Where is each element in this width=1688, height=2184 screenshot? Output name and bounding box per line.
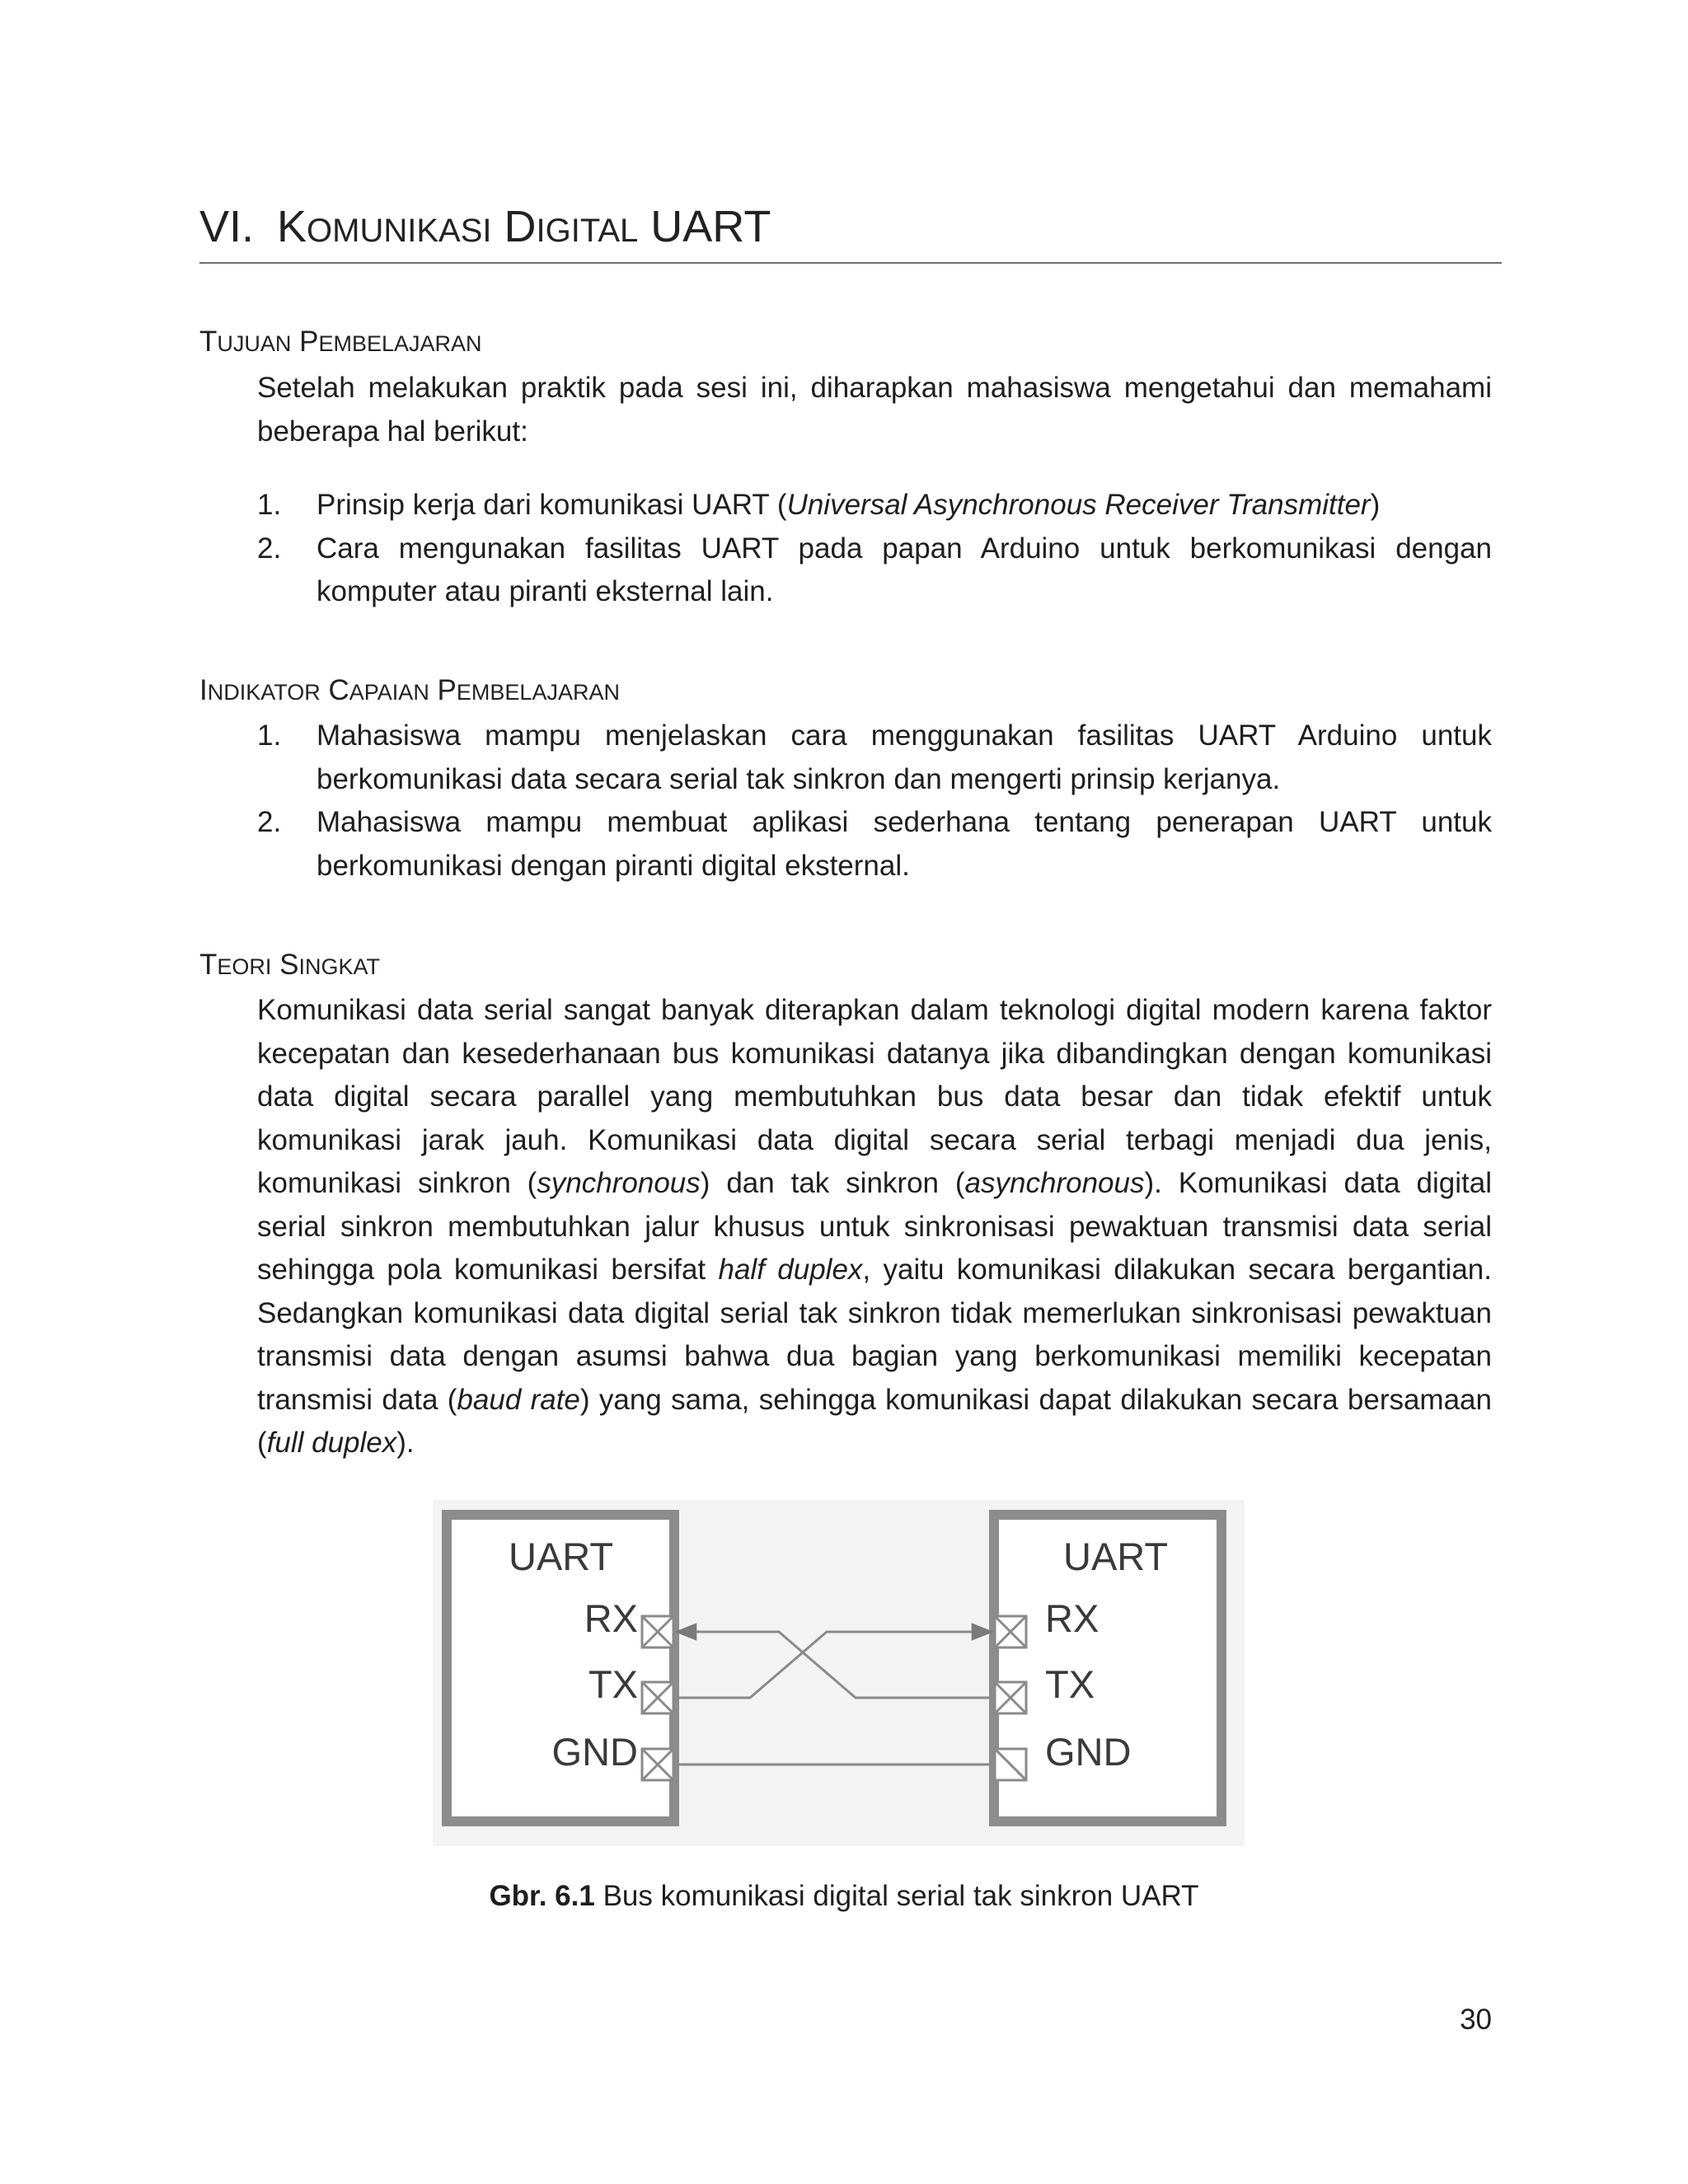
section-heading-indikator: INDIKATOR CAPAIAN PEMBELAJARAN — [199, 674, 620, 706]
indikator-list — [257, 715, 1492, 888]
right-gnd-label: GND — [1045, 1730, 1132, 1774]
left-tx-label: TX — [588, 1662, 638, 1706]
figure-caption-label: Gbr. 6.1 — [489, 1880, 595, 1912]
left-gnd-label: GND — [551, 1730, 638, 1774]
figure-caption — [0, 1877, 1688, 1915]
section-heading-tujuan: TUJUAN PEMBELAJARAN — [199, 326, 482, 358]
uart-diagram — [433, 1500, 1245, 1846]
tujuan-intro-paragraph: Setelah melakukan praktik pada sesi ini, diharapkan mahasiswa mengetahui dan memahami beberapa hal berikut: — [257, 372, 1492, 448]
left-rx-label: RX — [584, 1596, 638, 1640]
tujuan-list — [257, 484, 1492, 614]
teori-paragraph: Komunikasi data serial sangat banyak diterapkan dalam teknologi digital modern karena faktor kecepatan dan kesederhanaan bus komunikasi datanya jika dibandingkan dengan komunikasi data digital secara parallel yang membutuhkan bus data besar dan tidak efektif untuk komunikasi jarak jauh. Komunikasi data digital secara serial terbagi menjadi dua jenis, komunikasi sinkron (synchronous) dan tak sinkron (asynchronous). Komunikasi data digital serial sinkron membutuhkan jalur khusus untuk sinkronisasi pewaktuan transmisi data serial sehingga pola komunikasi bersifat half duplex, yaitu komunikasi dilakukan secara bergantian. Sedangkan komunikasi data digital serial tak sinkron tidak memerlukan sinkronisasi pewaktuan transmisi data dengan asumsi bahwa dua bagian yang berkomunikasi memiliki kecepatan transmisi data (baud rate) yang sama, sehingga komunikasi dapat dilakukan secara bersamaan (full duplex). — [257, 994, 1492, 1459]
pin-connector-icon — [995, 1616, 1026, 1647]
list-item: 1. Prinsip kerja dari komunikasi UART (Universal Asynchronous Receiver Transmitter) — [257, 489, 1381, 521]
left-uart-label: UART — [509, 1535, 614, 1578]
list-item: 2. Mahasiswa mampu membuat aplikasi sederhana tentang penerapan UART untuk berkomunikasi dengan piranti digital eksternal. — [257, 806, 1492, 882]
pin-connector-icon — [642, 1616, 673, 1647]
page-number: 30 — [1460, 2004, 1492, 2036]
right-uart-label: UART — [1063, 1535, 1169, 1578]
chapter-number: VI. — [199, 202, 255, 251]
chapter-title: VI. KOMUNIKASI DIGITAL UART — [199, 198, 1502, 260]
pin-connector-icon — [995, 1749, 1026, 1780]
chapter-title-underline — [199, 262, 1502, 264]
right-rx-label: RX — [1045, 1596, 1100, 1640]
right-tx-label: TX — [1045, 1662, 1095, 1706]
pin-connector-icon — [642, 1682, 673, 1713]
pin-connector-icon — [642, 1749, 673, 1780]
section-heading-teori: TEORI SINGKAT — [199, 949, 381, 981]
list-item: 1. Mahasiswa mampu menjelaskan cara menggunakan fasilitas UART Arduino untuk berkomunikasi data secara serial tak sinkron dan mengerti prinsip kerjanya. — [257, 719, 1492, 795]
pin-connector-icon — [995, 1682, 1026, 1713]
list-item: 2. Cara mengunakan fasilitas UART pada papan Arduino untuk berkomunikasi dengan komputer atau piranti eksternal lain. — [257, 532, 1492, 607]
figure-caption-text: Bus komunikasi digital serial tak sinkron UART — [594, 1880, 1199, 1912]
